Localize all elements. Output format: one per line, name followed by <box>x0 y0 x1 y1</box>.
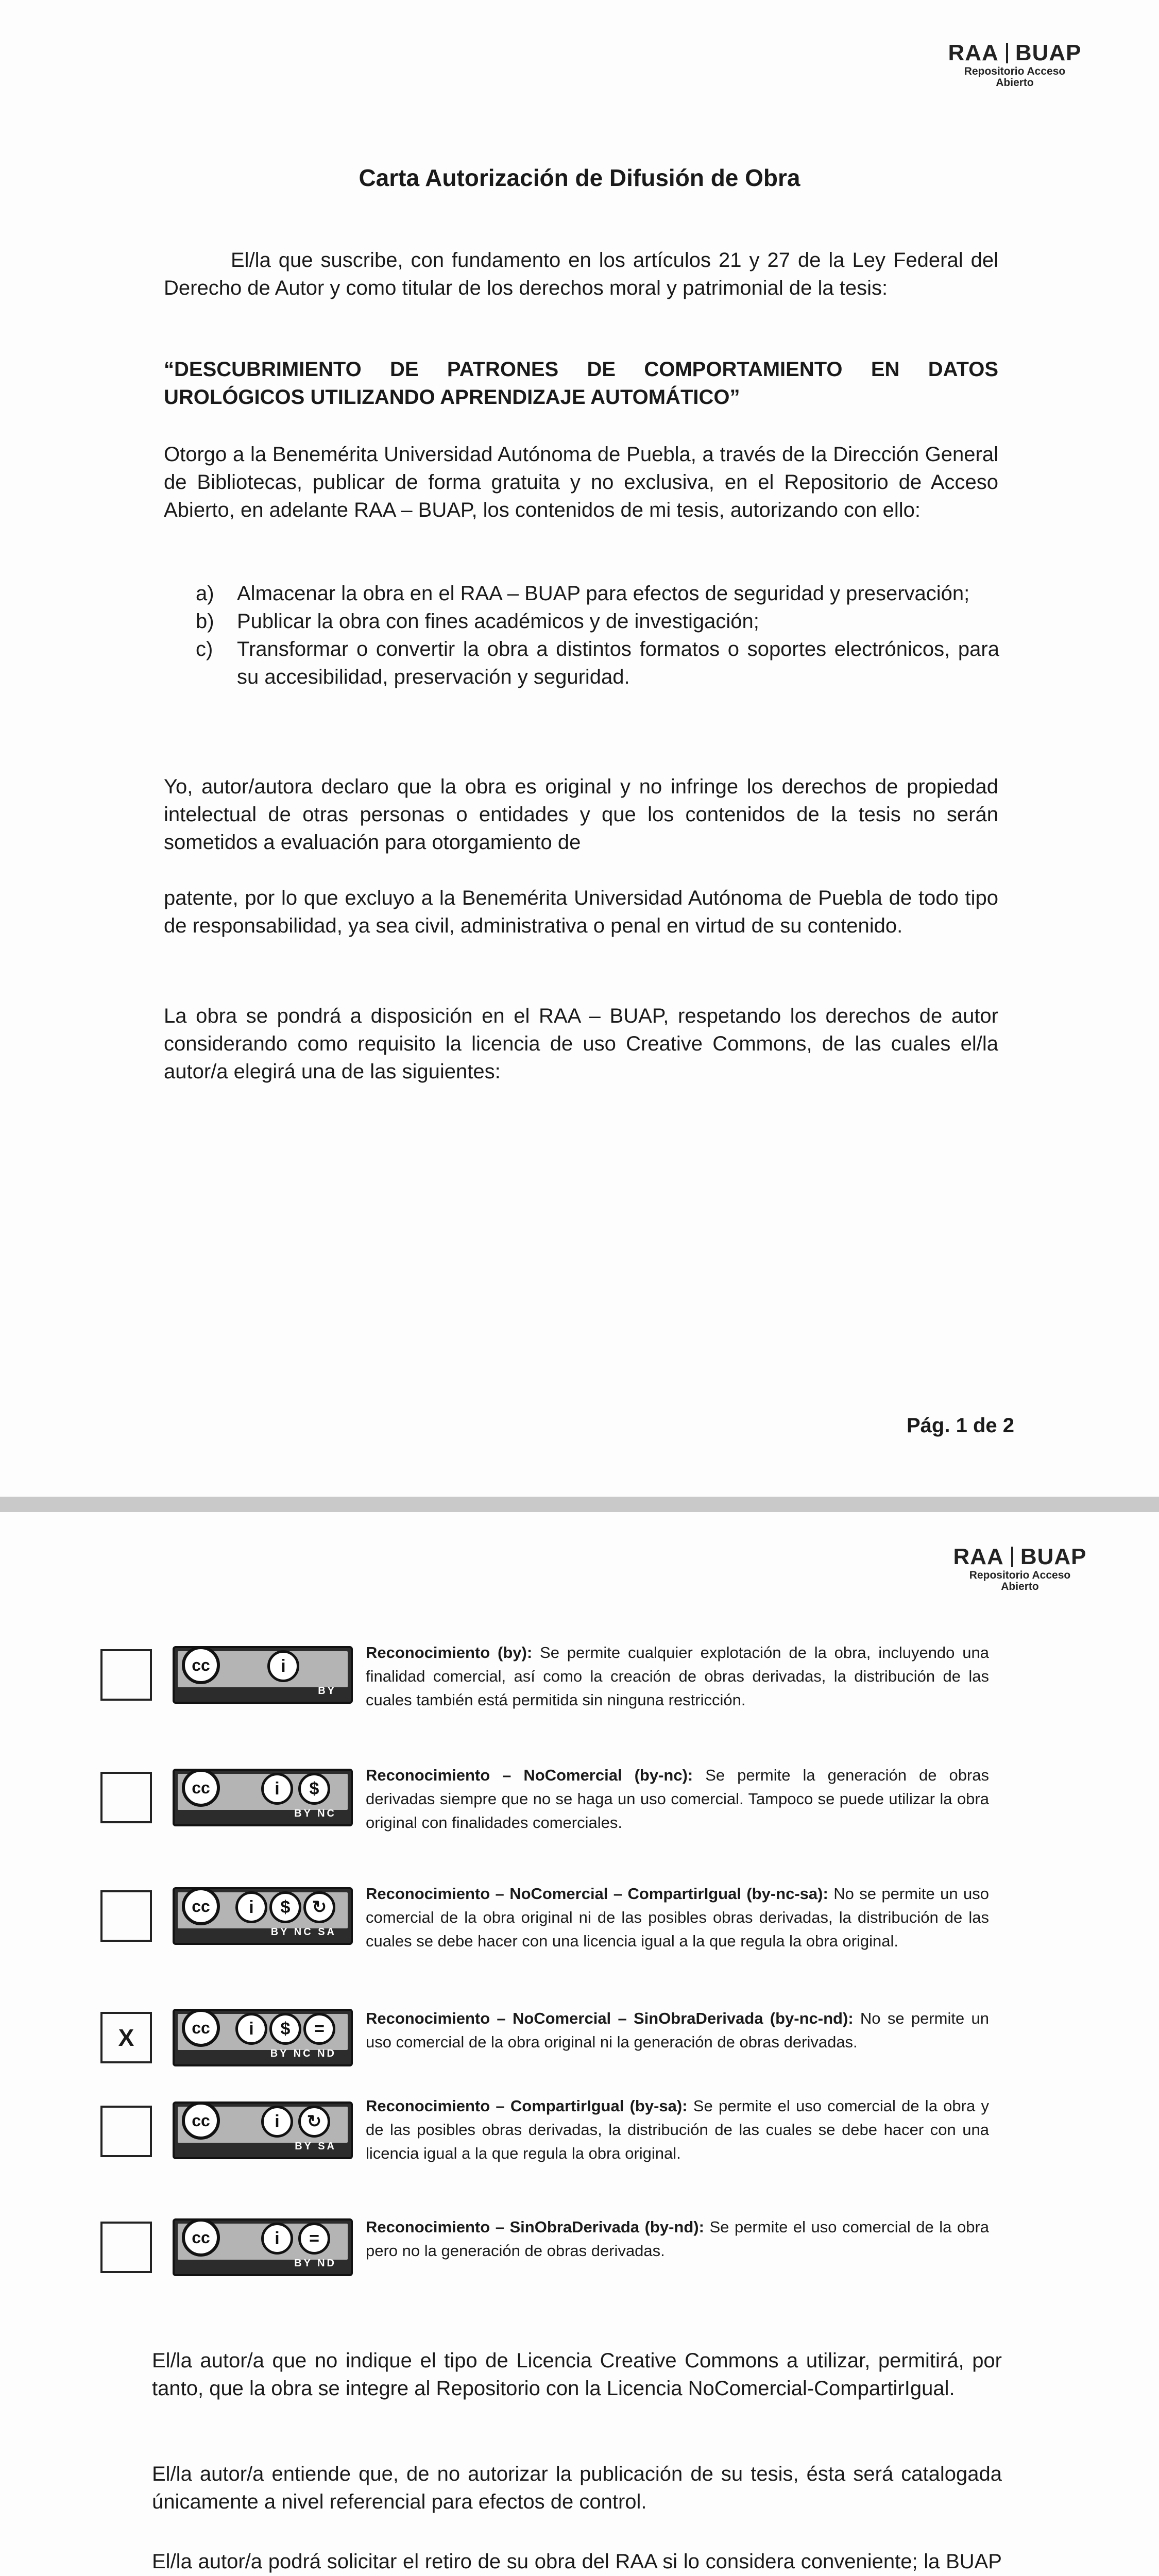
cc-by-badge: cc i BY <box>173 1646 353 1704</box>
cc-by-nc-nd-badge: cc i $ = BY NC ND <box>173 2009 353 2066</box>
authorization-list <box>196 580 999 691</box>
license-description: Se permite la generación de obras derivadas siempre que no se haga un uso comercial. Tampoco se puede utilizar la obra original con finalidades comerciales. <box>366 1766 989 1832</box>
attribution-icon: i <box>235 1891 267 1923</box>
license-name: Reconocimiento – NoComercial – SinObraDerivada (by-nc-nd): <box>366 2009 854 2027</box>
sharealike-icon: ↻ <box>303 1891 335 1923</box>
logo-subtitle-2: Abierto <box>996 77 1034 89</box>
license-checkbox[interactable] <box>100 2106 152 2157</box>
license-checkbox[interactable] <box>100 2222 152 2273</box>
logo-buap: BUAP <box>1020 1544 1087 1569</box>
attribution-icon: i <box>261 2223 293 2255</box>
cc-by-sa-badge: cc i ↻ BY SA <box>173 2102 353 2159</box>
license-name: Reconocimiento – CompartirIgual (by-sa): <box>366 2097 688 2115</box>
declaration-paragraph: Yo, autor/autora declaro que la obra es original y no infringe los derechos de propiedad intelectual de otras personas o entidades y que los contenidos de la tesis no serán sometidos a evaluación para otorgamiento de <box>164 775 998 854</box>
logo-subtitle-2: Abierto <box>1001 1581 1039 1592</box>
sharealike-icon: ↻ <box>298 2106 330 2138</box>
license-name: Reconocimiento – NoComercial – CompartirIgual (by-nc-sa): <box>366 1885 828 1903</box>
list-item: b) Publicar la obra con fines académicos y de investigación; <box>196 610 759 633</box>
cc-icon: cc <box>182 1646 220 1684</box>
logo-raa: RAA <box>953 1544 1004 1569</box>
document-page-2 <box>0 1512 1159 2576</box>
list-item: c) Transformar o convertir la obra a distintos formatos o soportes electrónicos, para su accesibilidad, preservación y seguridad. <box>196 638 999 688</box>
availability-paragraph: La obra se pondrá a disposición en el RAA – BUAP, respetando los derechos de autor considerando como requisito la licencia de uso Creative Commons, de las cuales el/la autor/a elegirá una de las siguientes: <box>164 1005 998 1083</box>
cc-icon: cc <box>182 1887 220 1925</box>
cc-icon: cc <box>182 2102 220 2140</box>
default-license-note: El/la autor/a que no indique el tipo de Licencia Creative Commons a utilizar, permitirá, por tanto, que la obra se integre al Repositorio con la Licencia NoComercial-CompartirIgual. <box>152 2349 1002 2400</box>
license-name: Reconocimiento (by): <box>366 1643 533 1662</box>
noncommercial-icon: $ <box>269 2013 301 2045</box>
intro-paragraph: El/la que suscribe, con fundamento en los artículos 21 y 27 de la Ley Federal del Derecho de Autor y como titular de los derechos moral y patrimonial de la tesis: <box>164 249 998 299</box>
catalog-note: El/la autor/a entiende que, de no autorizar la publicación de su tesis, ésta será catalogada únicamente a nivel referencial para efectos de control. <box>152 2463 1002 2513</box>
logo-raa: RAA <box>948 40 999 65</box>
attribution-icon: i <box>261 2106 293 2138</box>
license-description: Se permite el uso comercial de la obra pero no la generación de obras derivadas. <box>366 2218 990 2260</box>
attribution-icon: i <box>267 1650 299 1682</box>
cc-icon: cc <box>182 2009 220 2047</box>
license-checkbox[interactable] <box>100 1890 152 1942</box>
noderivatives-icon: = <box>298 2223 330 2255</box>
cc-by-nc-badge: cc i $ BY NC <box>173 1769 353 1826</box>
page-number: Pág. 1 de 2 <box>907 1414 1014 1437</box>
thesis-title: “DESCUBRIMIENTO DE PATRONES DE COMPORTAMIENTO EN DATOS UROLÓGICOS UTILIZANDO APRENDIZAJE AUTOMÁTICO” <box>164 358 998 409</box>
license-description: No se permite un uso comercial de la obra original ni la generación de obras derivadas. <box>366 2009 989 2051</box>
license-checkbox[interactable] <box>100 1772 152 1823</box>
grant-paragraph: Otorgo a la Benemérita Universidad Autónoma de Puebla, a través de la Dirección General de Bibliotecas, publicar de forma gratuita y no exclusiva, en el Repositorio de Acceso Abierto, en adelante RAA – BUAP, los contenidos de mi tesis, autorizando con ello: <box>164 443 998 521</box>
cc-icon: cc <box>182 1769 220 1807</box>
license-checkbox-selected[interactable]: X <box>100 2012 152 2063</box>
logo-subtitle-1: Repositorio Acceso <box>964 65 1066 77</box>
raa-buap-logo <box>907 40 1123 89</box>
document-title: Carta Autorización de Difusión de Obra <box>359 164 800 191</box>
license-name: Reconocimiento – SinObraDerivada (by-nd): <box>366 2218 704 2236</box>
raa-buap-logo <box>912 1544 1128 1592</box>
logo-buap: BUAP <box>1015 40 1082 65</box>
license-name: Reconocimiento – NoComercial (by-nc): <box>366 1766 693 1784</box>
license-description: No se permite un uso comercial de la obra original ni de las posibles obras derivadas, la distribución de las cuales se debe hacer con una licencia igual a la que regula la obra original. <box>366 1885 989 1950</box>
logo-subtitle-1: Repositorio Acceso <box>969 1569 1071 1581</box>
noncommercial-icon: $ <box>269 1891 301 1923</box>
noncommercial-icon: $ <box>298 1773 330 1805</box>
declaration-paragraph-cont: patente, por lo que excluyo a la Benemérita Universidad Autónoma de Puebla de todo tipo de responsabilidad, ya sea civil, administrativa o penal en virtud de su contenido. <box>164 887 998 937</box>
withdraw-note: El/la autor/a podrá solicitar el retiro de su obra del RAA si lo considera conveniente; la BUAP <box>152 2550 1002 2573</box>
noderivatives-icon: = <box>303 2013 335 2045</box>
list-item: a) Almacenar la obra en el RAA – BUAP para efectos de seguridad y preservación; <box>196 582 970 605</box>
attribution-icon: i <box>235 2013 267 2045</box>
cc-icon: cc <box>182 2218 220 2257</box>
license-description: Se permite cualquier explotación de la obra, incluyendo una finalidad comercial, así como la creación de obras derivadas, la distribución de las cuales también está permitida sin ninguna restricción. <box>366 1643 989 1709</box>
cc-by-nd-badge: cc i = BY ND <box>173 2218 353 2276</box>
cc-by-nc-sa-badge: cc i $ ↻ BY NC SA <box>173 1887 353 1945</box>
license-checkbox[interactable] <box>100 1649 152 1701</box>
license-description: Se permite el uso comercial de la obra y de las posibles obras derivadas, la distribución de las cuales se debe hacer con una licencia igual a la que regula la obra original. <box>366 2097 989 2162</box>
attribution-icon: i <box>261 1773 293 1805</box>
